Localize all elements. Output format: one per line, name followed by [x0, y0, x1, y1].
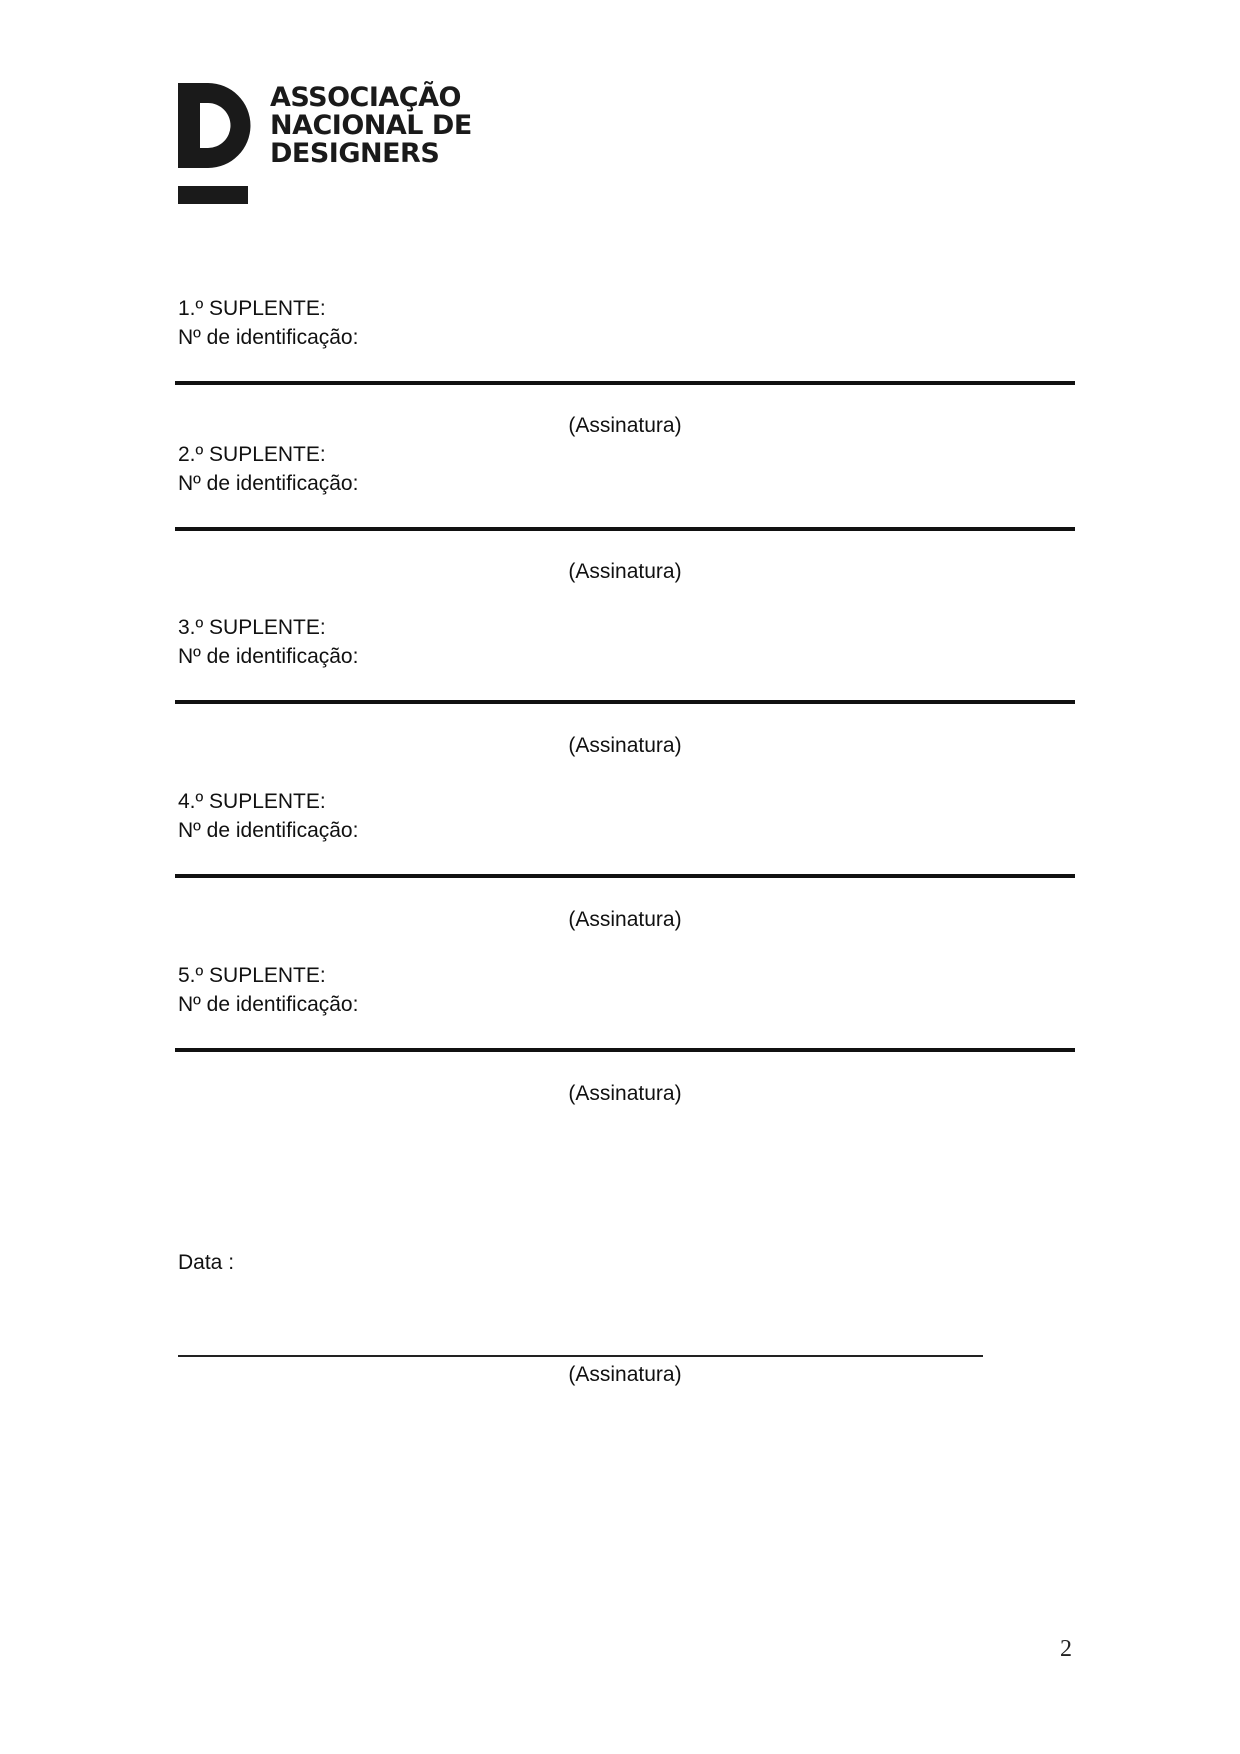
- suplente-1-title: 1.º SUPLENTE:: [178, 297, 326, 320]
- final-signature-line: [178, 1355, 983, 1357]
- suplente-5-signature-label: (Assinatura): [568, 1082, 682, 1105]
- suplente-4-signature-line: [175, 874, 1075, 878]
- association-logo-text: [270, 84, 530, 168]
- suplente-3-title: 3.º SUPLENTE:: [178, 616, 326, 639]
- logo-line-3: DESIGNERS: [270, 138, 440, 169]
- suplente-2-signature-label: (Assinatura): [568, 560, 682, 583]
- date-label: Data :: [178, 1251, 235, 1274]
- suplente-4-signature-label: (Assinatura): [568, 908, 682, 931]
- suplente-3-id-label: Nº de identificação:: [178, 645, 359, 668]
- suplente-5-signature-line: [175, 1048, 1075, 1052]
- logo-line-1: ASSOCIAÇÃO: [270, 82, 461, 113]
- suplente-2-signature-line: [175, 527, 1075, 531]
- suplente-1-id-label: Nº de identificação:: [178, 326, 359, 349]
- suplente-5-id-label: Nº de identificação:: [178, 993, 359, 1016]
- suplente-1-signature-label: (Assinatura): [568, 414, 682, 437]
- suplente-5-title: 5.º SUPLENTE:: [178, 964, 326, 987]
- suplente-1-signature-line: [175, 381, 1075, 385]
- final-signature-label: (Assinatura): [568, 1363, 682, 1386]
- page-number: 2: [1060, 1636, 1072, 1662]
- logo-line-2: NACIONAL DE: [270, 110, 472, 141]
- suplente-3-signature-label: (Assinatura): [568, 734, 682, 757]
- suplente-3-signature-line: [175, 700, 1075, 704]
- suplente-4-id-label: Nº de identificação:: [178, 819, 359, 842]
- suplente-2-title: 2.º SUPLENTE:: [178, 443, 326, 466]
- suplente-4-title: 4.º SUPLENTE:: [178, 790, 326, 813]
- suplente-2-id-label: Nº de identificação:: [178, 472, 359, 495]
